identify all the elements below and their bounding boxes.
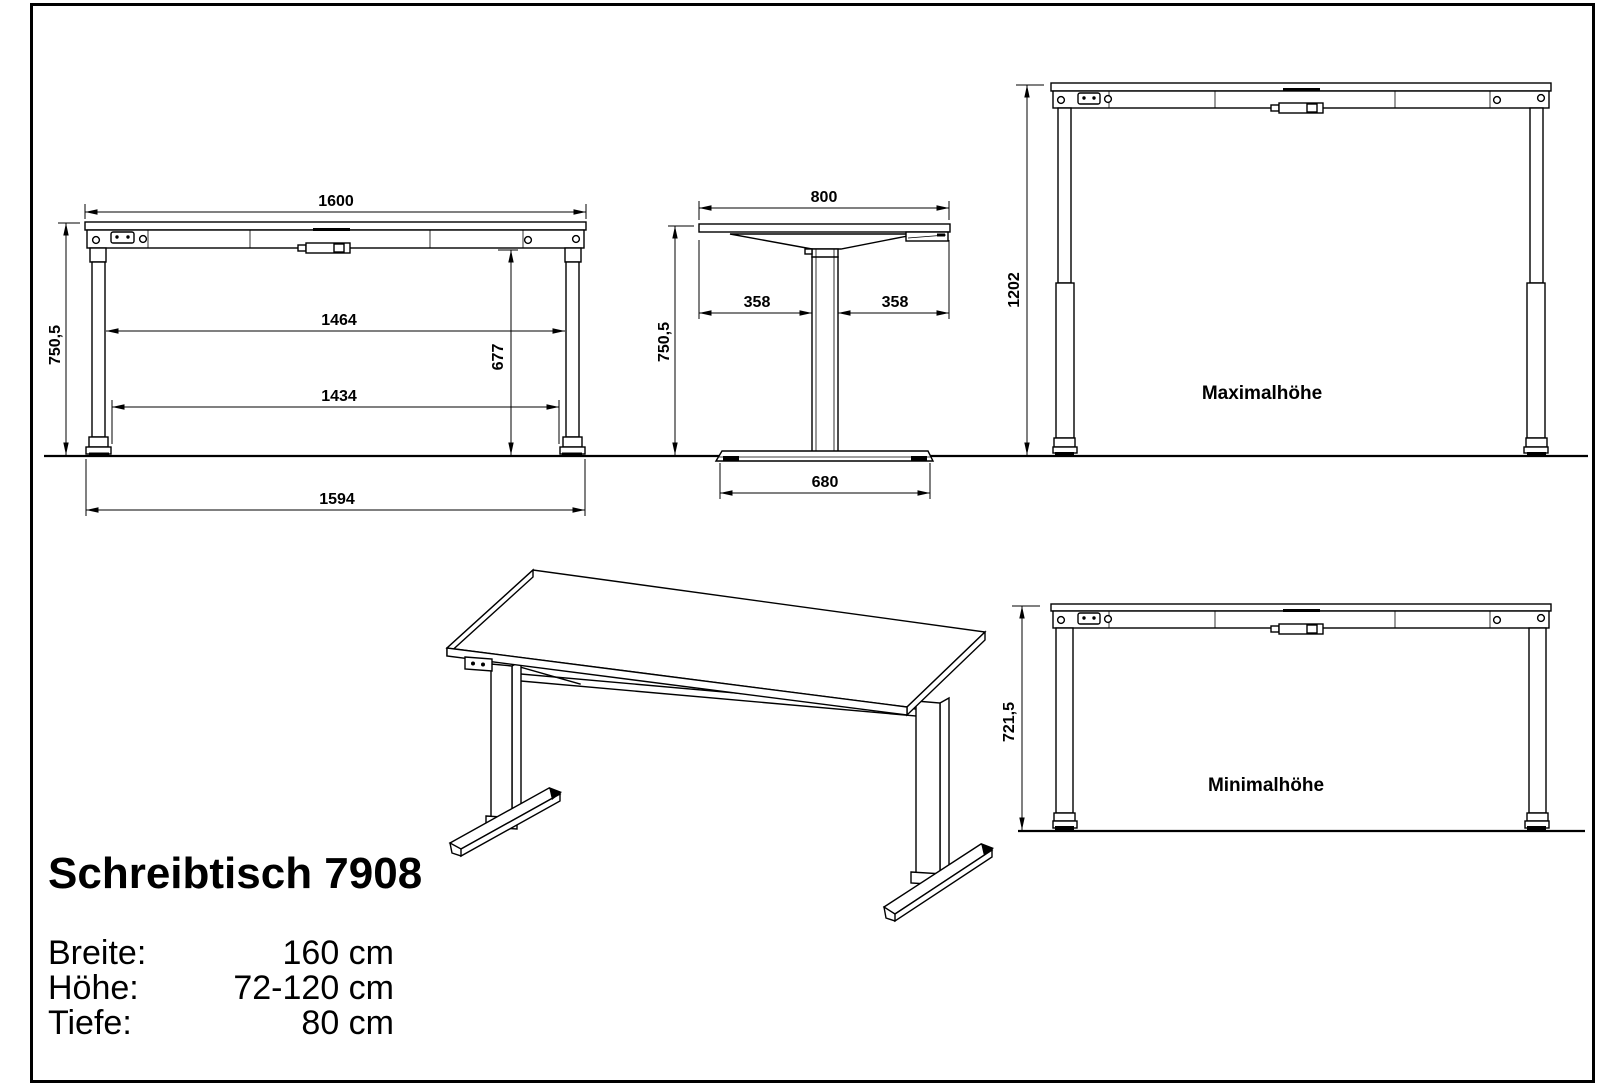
front-left-leg — [86, 248, 111, 456]
dim-side-depth: 800 — [810, 189, 838, 206]
dim-front-clear-lower: 1434 — [321, 388, 357, 405]
spec-value-breite: 160 cm — [282, 934, 394, 972]
side-tabletop — [699, 224, 950, 232]
max-view-label: Maximalhöhe — [1201, 383, 1323, 404]
dim-side-base-depth: 680 — [811, 474, 839, 491]
front-right-leg — [560, 248, 585, 456]
perspective-tabletop — [447, 570, 985, 715]
spec-label-hoehe: Höhe: — [48, 969, 139, 1007]
spec-row-tiefe — [48, 1006, 394, 1041]
max-left-leg — [1053, 108, 1077, 456]
spec-row-breite — [48, 936, 394, 971]
dim-front-height: 750,5 — [47, 324, 64, 366]
spec-table — [48, 936, 394, 1041]
min-right-leg — [1525, 628, 1549, 830]
perspective-view — [447, 570, 994, 921]
spec-label-breite: Breite: — [48, 934, 147, 972]
dim-side-overhang-rear: 358 — [881, 294, 909, 311]
spec-label-tiefe: Tiefe: — [48, 1004, 132, 1042]
min-left-leg — [1053, 628, 1077, 830]
dim-side-overhang-front: 358 — [743, 294, 771, 311]
dim-max-height: 1202 — [1006, 272, 1023, 308]
dim-front-underframe: 677 — [490, 343, 507, 371]
dim-front-feet-span: 1594 — [319, 491, 355, 508]
dim-side-height: 750,5 — [656, 321, 673, 363]
min-view-label: Minimalhöhe — [1207, 775, 1325, 796]
min-height-view — [1001, 604, 1585, 831]
side-view — [656, 189, 950, 499]
dim-front-clear-upper: 1464 — [321, 312, 357, 329]
dim-min-height: 721,5 — [1001, 701, 1018, 743]
dim-front-width: 1600 — [318, 193, 354, 210]
max-height-view — [1006, 83, 1551, 456]
spec-value-hoehe: 72-120 cm — [233, 969, 394, 1007]
perspective-right-leg — [916, 698, 949, 876]
spec-row-hoehe — [48, 971, 394, 1006]
front-view — [47, 193, 586, 516]
perspective-left-leg — [491, 661, 521, 820]
spec-value-tiefe: 80 cm — [301, 1004, 394, 1042]
perspective-bracket — [465, 657, 492, 671]
product-title: Schreibtisch 7908 — [48, 849, 423, 898]
side-base — [716, 451, 933, 461]
max-right-leg — [1524, 108, 1548, 456]
